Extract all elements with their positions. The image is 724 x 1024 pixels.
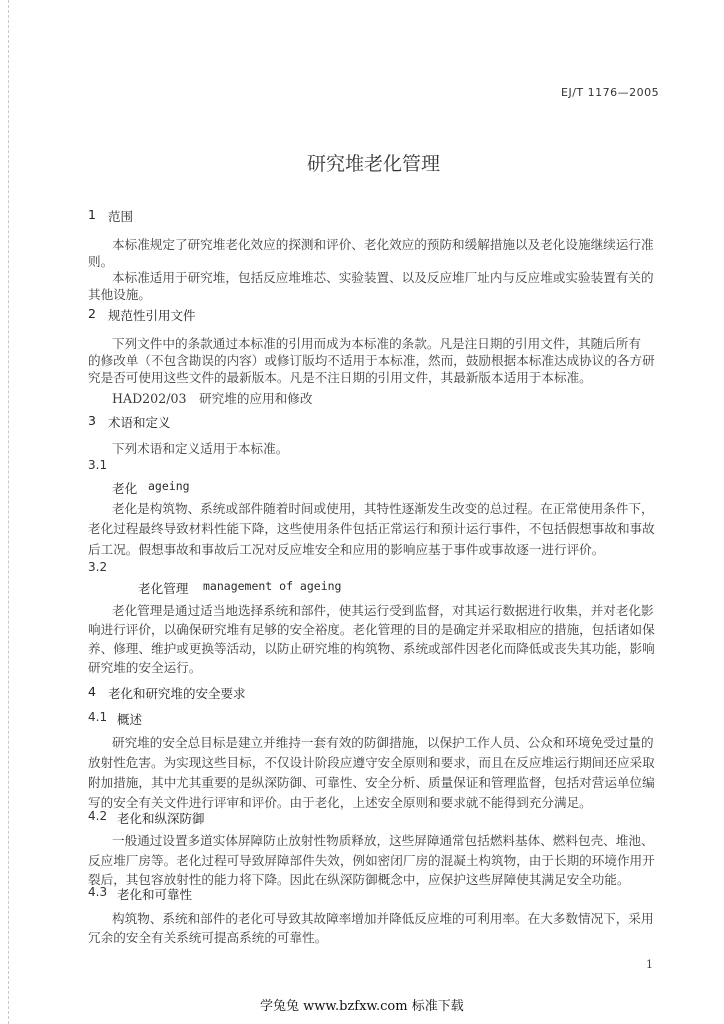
paragraph-line: 下列术语和定义适用于本标准。	[112, 441, 289, 456]
paragraph-line: 本标准规定了研究堆老化效应的探测和评价、老化效应的预防和缓解措施以及老化设施继续运行准	[112, 237, 654, 252]
subsection-number: 4.2	[88, 809, 108, 823]
paragraph-line: 养、修理、维护或更换等活动，以防止研究堆的构筑物、系统或部件因老化而降低或丧失其功能，影响	[88, 641, 655, 656]
paragraph-line: 放射性危害。为实现这些目标，不仅设计阶段应遵守安全原则和要求，而且在反应堆运行期间还应采取	[88, 755, 655, 770]
paragraph-line: 构筑物、系统和部件的老化可导致其故障率增加并降低反应堆的可利用率。在大多数情况下，采用	[112, 911, 654, 926]
term-number: 3.1	[88, 458, 108, 472]
term-english: management of ageing	[203, 579, 342, 593]
term-chinese: 老化管理	[138, 581, 189, 596]
paragraph-line: 附加措施，其中尤其重要的是纵深防御、可靠性、安全分析、质量保证和管理监督，包括对营运单位编	[88, 775, 655, 790]
paragraph-line: 响进行评价，以确保研究堆有足够的安全裕度。老化管理的目的是确定并采取相应的措施，包括诸如保	[88, 622, 655, 637]
binding-margin-line	[8, 0, 9, 1024]
paragraph-line: 其他设施。	[88, 287, 151, 302]
term-english: ageing	[148, 479, 190, 493]
paragraph-line: 本标准适用于研究堆，包括反应堆堆芯、实验装置、以及反应堆厂址内与反应堆或实验装置有关的	[112, 270, 654, 285]
section-1-number: 1	[88, 207, 96, 222]
section-4-heading: 老化和研究堆的安全要求	[108, 686, 246, 701]
paragraph-line: 反应堆厂房等。老化过程可导致屏障部件失效，例如密闭厂房的混凝土构筑物，由于长期的环境作用开	[88, 853, 655, 868]
subsection-heading: 概述	[117, 712, 143, 727]
paragraph-line: 后工况。假想事故和事故后工况对反应堆安全和应用的影响应基于事件或事故逐一进行评价。	[88, 542, 605, 557]
term-number: 3.2	[88, 560, 108, 574]
subsection-number: 4.1	[88, 710, 108, 724]
term-chinese: 老化	[112, 481, 138, 496]
subsection-heading: 老化和纵深防御	[117, 811, 205, 826]
standard-code: EJ/T 1176—2005	[561, 86, 660, 99]
page-title: 研究堆老化管理	[307, 153, 441, 175]
paragraph-line: 研究堆的安全总目标是建立并维持一套有效的防御措施，以保护工作人员、公众和环境免受过量的	[112, 735, 654, 750]
paragraph-line: 究是否可使用这些文件的最新版本。凡是不注日期的引用文件，其最新版本适用于本标准。	[88, 370, 592, 385]
paragraph-line: 冗余的安全有关系统可提高系统的可靠性。	[88, 930, 328, 945]
paragraph-line: 则。	[88, 254, 114, 269]
paragraph-line: 老化过程最终导致材料性能下降，这些使用条件包括正常运行和预计运行事件，不包括假想事故和事故	[88, 521, 655, 536]
section-2-heading: 规范性引用文件	[108, 308, 196, 323]
paragraph-line: 下列文件中的条款通过本标准的引用而成为本标准的条款。凡是注日期的引用文件，其随后所有	[112, 336, 641, 351]
paragraph-line: 写的安全有关文件进行评审和评价。由于老化，上述安全原则和要求就不能得到充分满足。	[88, 795, 592, 810]
paragraph-line: 一般通过设置多道实体屏障防止放射性物质释放，这些屏障通常包括燃料基体、燃料包壳、堆池、	[112, 833, 654, 848]
section-4-number: 4	[88, 684, 96, 699]
subsection-number: 4.3	[88, 885, 108, 899]
paragraph-line: 的修改单（不包含勘误的内容）或修订版均不适用于本标准，然而，鼓励根据本标准达成协议的各方研	[88, 353, 655, 368]
section-3-heading: 术语和定义	[108, 415, 171, 430]
section-1-heading: 范围	[108, 209, 134, 224]
paragraph-line: 研究堆的安全运行。	[88, 660, 202, 675]
paragraph-line: 裂后，其包容放射性的能力将下降。因此在纵深防御概念中，应保护这些屏障使其满足安全功能。	[88, 872, 630, 887]
subsection-heading: 老化和可靠性	[117, 887, 193, 902]
normative-reference: HAD202/03 研究堆的应用和修改	[112, 391, 313, 406]
paragraph-line: 老化管理是通过适当地选择系统和部件，使其运行受到监督，对其运行数据进行收集，并对老化影	[112, 603, 654, 618]
section-3-number: 3	[88, 413, 96, 428]
page-number: 1	[646, 958, 653, 971]
paragraph-line: 老化是构筑物、系统或部件随着时间或使用，其特性逐渐发生改变的总过程。在正常使用条件下，	[112, 501, 654, 516]
footer-watermark: 学兔兔 www.bzfxw.com 标准下载	[260, 999, 464, 1014]
section-2-number: 2	[88, 306, 96, 321]
